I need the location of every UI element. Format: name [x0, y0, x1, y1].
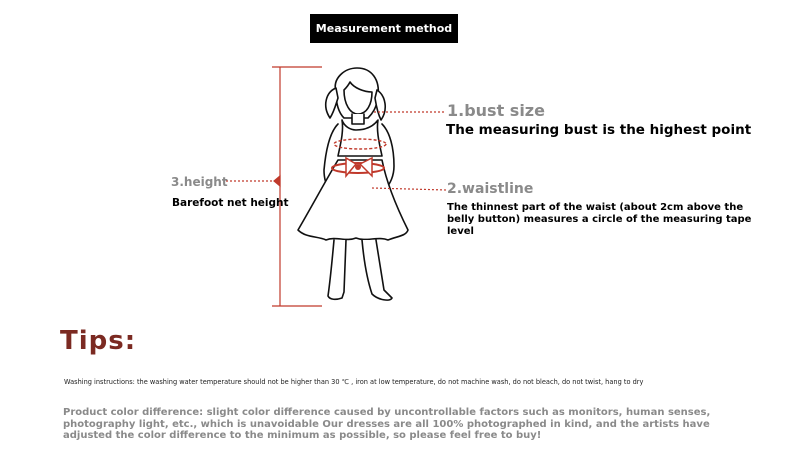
height-label: 3.height: [171, 175, 228, 189]
bust-size-description: The measuring bust is the highest point: [446, 122, 752, 138]
section-title: Measurement method: [310, 14, 458, 43]
waistline-description: The thinnest part of the waist (about 2cm above the belly button) measures a circle of the measuring tape level: [447, 202, 752, 237]
tips-heading: Tips:: [60, 326, 137, 356]
waistline-label: 2.waistline: [447, 181, 534, 197]
washing-instructions: Washing instructions: the washing water temperature should not be higher than 30 ℃ , iron at low temperature, do not machine wash, do not bleach, do not twist, hang to dry: [64, 378, 644, 386]
color-difference-note: Product color difference: slight color difference caused by uncontrollable factors such as monitors, human senses, photography light, etc., which is unavoidable Our dresses are all 100% photographed in kind, and the artists have adjusted the color difference to the minimum as possible, so please feel free to buy!: [63, 407, 711, 441]
height-ruler: [226, 67, 322, 306]
bust-size-label: 1.bust size: [447, 101, 545, 120]
height-description: Barefoot net height: [172, 197, 289, 209]
girl-figure-icon: [298, 68, 408, 300]
